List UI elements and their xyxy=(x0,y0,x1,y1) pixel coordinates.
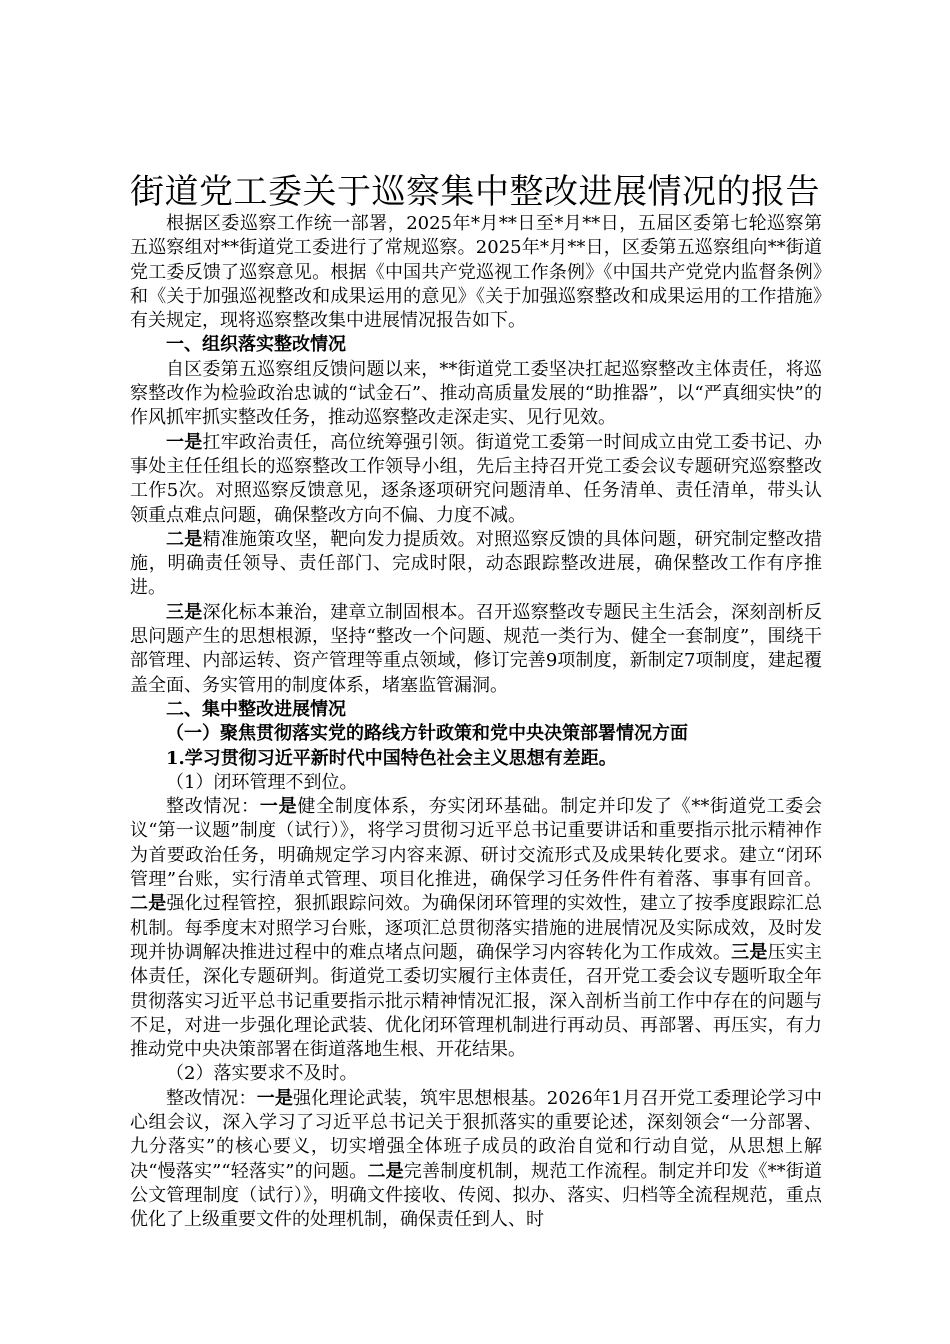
point-text: 扛牢政治责任，高位统筹强引领。街道党工委第一时间成立由党工委书记、办事处主任任组长的巡察整改工作领导小组，先后主持召开党工委会议专题研究巡察整改工作5次。对照巡察反馈意见，逐条逐项研究问题清单、任务清单、责任清单，带头认领重点难点问题，确保整改方向不偏、力度不减。 xyxy=(130,431,823,526)
section-1-point-3 xyxy=(130,601,822,698)
point-text: 深化标本兼治，建章立制固根本。召开巡察整改专题民主生活会，深刻剖析反思问题产生的思想根源，坚持“整改一个问题、规范一类行为、健全一套制度”，围绕干部管理、内部运转、资产管理等重点领域，修订完善9项制度，新制定7项制度，建起覆盖全面、务实管用的制度体系，堵塞监管漏洞。 xyxy=(130,601,823,696)
point-text: 强化理论武装，筑牢思想根基。2026年1月召开党工委理论学习中心组会议，深入学习了习近平总书记关于狠抓落实的重要论述，深刻领会“一分部署、九分落实”的核心要义，切实增强全体班子成员的政治自觉和行动自觉，从思想上解决“慢落实”“轻落实”的问题。 xyxy=(130,1087,823,1182)
document-title: 街道党工委关于巡察集中整改进展情况的报告 xyxy=(130,172,820,212)
point-lead: 三是 xyxy=(731,941,768,963)
document-body xyxy=(130,212,822,1232)
point-text: 压实主体责任，深化专题研判。街道党工委切实履行主体责任，召开党工委会议专题听取全年贯彻落实习近平总书记重要指示批示精神情况汇报，深入剖析当前工作中存在的问题与不足，对进一步强化理论武装、优化闭环管理机制进行再动员、再部署、再压实，有力推动党中央决策部署在街道落地生根、开花结果。 xyxy=(130,941,823,1061)
item-1-heading: 1.学习贯彻习近平新时代中国特色社会主义思想有差距。 xyxy=(166,747,617,769)
point-text: 完善制度机制，规范工作流程。制定并印发《**街道公文管理制度（试行）》，明确文件接收、传阅、拟办、落实、归档等全流程规范，重点优化了上级重要文件的处理机制，确保责任到人、时 xyxy=(130,1160,823,1231)
point-lead: 二是 xyxy=(166,528,203,550)
rectification-label: 整改情况： xyxy=(166,796,260,818)
intro-paragraph: 根据区委巡察工作统一部署，2025年*月**日至*月**日，五届区委第七轮巡察第五巡察组对**街道党工委进行了常规巡察。2025年*月**日，区委第五巡察组向**街道党工委反馈了巡察意见。根据《中国共产党巡视工作条例》《中国共产党党内监督条例》和《关于加强巡视整改和成果运用的意见》《关于加强巡察整改和成果运用的工作措施》有关规定，现将巡察整改集中进展情况报告如下。 xyxy=(130,213,822,332)
point-lead: 一是 xyxy=(259,796,298,818)
item-1-2-heading: （2）落实要求不及时。 xyxy=(166,1063,358,1085)
item-1-1-heading: （1）闭环管理不到位。 xyxy=(166,771,358,793)
rectification-label: 整改情况： xyxy=(166,1087,257,1109)
section-1-heading: 一、组织落实整改情况 xyxy=(166,334,346,356)
point-lead: 一是 xyxy=(166,431,203,453)
rectification-paragraph-1 xyxy=(130,795,822,1062)
point-text: 精准施策攻坚，靶向发力提质效。对照巡察反馈的具体问题，研究制定整改措施，明确责任领导、责任部门、完成时限，动态跟踪整改进展，确保整改工作有序推进。 xyxy=(130,528,823,599)
point-lead: 二是 xyxy=(367,1160,404,1182)
point-text: 强化过程管控，狠抓跟踪问效。为确保闭环管理的实效性，建立了按季度跟踪汇总机制。每季度末对照学习台账，逐项汇总贯彻落实措施的进展情况及实际成效，及时发现并协调解决推进过程中的难点堵点问题，确保学习内容转化为工作成效。 xyxy=(130,893,823,963)
point-lead: 二是 xyxy=(130,893,167,915)
point-text: 健全制度体系，夯实闭环基础。制定并印发了《**街道党工委会议“第一议题”制度（试行）》，将学习贯彻习近平总书记重要讲话和重要指示批示精神作为首要政治任务，明确规定学习内容来源、研讨交流形式及成果转化要求。建立“闭环管理”台账，实行清单式管理、项目化推进，确保学习任务件件有着落、事事有回音。 xyxy=(130,796,823,891)
section-1-point-2 xyxy=(130,528,822,601)
point-lead: 一是 xyxy=(256,1087,293,1109)
point-lead: 三是 xyxy=(166,601,203,623)
section-2-subheading: （一）聚焦贯彻落实党的路线方针政策和党中央决策部署情况方面 xyxy=(166,723,688,745)
rectification-paragraph-2 xyxy=(130,1087,822,1233)
section-1-point-1 xyxy=(130,431,822,528)
section-1-intro: 自区委第五巡察组反馈问题以来，**街道党工委坚决扛起巡察整改主体责任，将巡察整改作为检验政治忠诚的“试金石”、推动高质量发展的“助推器”，以“严真细实快”的作风抓牢抓实整改任务，推动巡察整改走深走实、见行见效。 xyxy=(130,358,822,429)
section-2-heading: 二、集中整改进展情况 xyxy=(166,698,346,720)
